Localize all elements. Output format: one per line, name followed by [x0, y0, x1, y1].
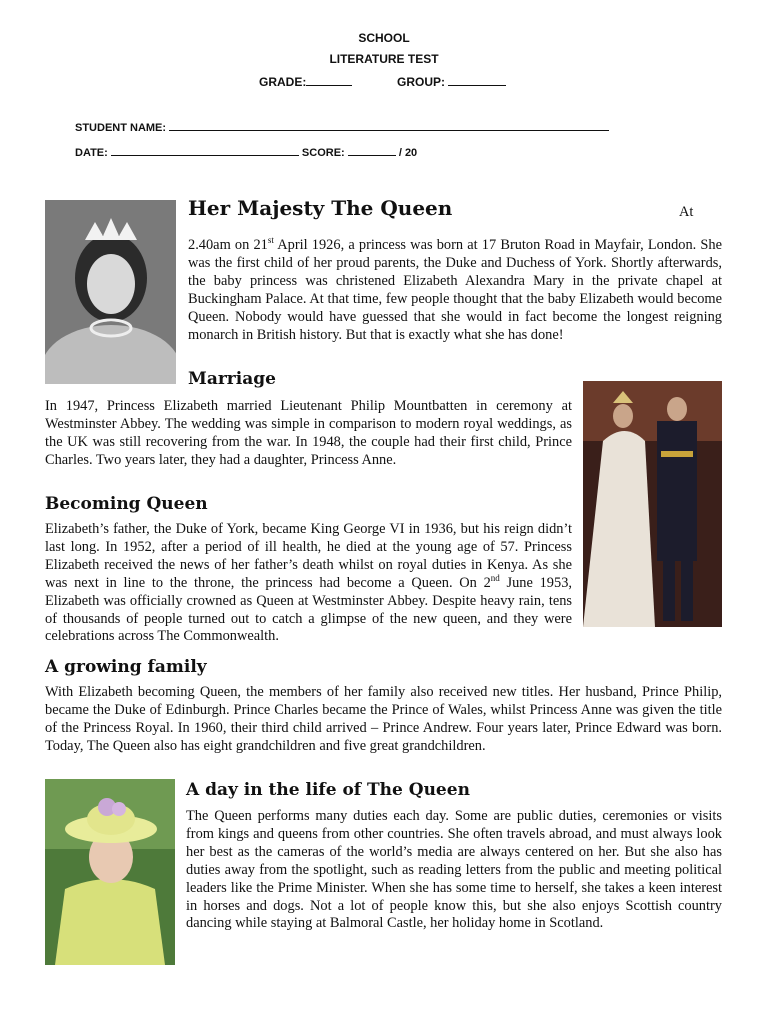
- day-in-life-heading: A day in the life of The Queen: [186, 780, 470, 800]
- queen-portrait-photo: [45, 200, 176, 384]
- group-label: GROUP:: [397, 75, 446, 89]
- student-name-label: STUDENT NAME:: [75, 122, 167, 134]
- score-total: / 20: [398, 147, 418, 159]
- growing-family-heading: A growing family: [45, 657, 207, 677]
- intro-paragraph: [188, 237, 722, 344]
- school-label: SCHOOL: [358, 31, 410, 45]
- coronation-photo: [583, 381, 722, 627]
- article-title: Her Majesty The Queen: [188, 196, 453, 220]
- intro-text-a: 2.40am on 21: [188, 237, 268, 253]
- date-score-line: [75, 145, 417, 159]
- intro-at: At: [679, 204, 694, 220]
- growing-family-paragraph: With Elizabeth becoming Queen, the members of her family also received new titles. Her husband, Prince Philip, became the Duke of Edinburgh. Prince Charles became the Prince of Wales, whilst Princess Anne was given the title of the Princess Royal. In 1960, their third child arrived – Prince Andrew. Four years later, Prince Edward was born. Today, The Queen also has eight grandchildren and five great grandchildren.: [45, 684, 722, 754]
- grade-label: GRADE:: [259, 75, 307, 89]
- day-in-life-paragraph: The Queen performs many duties each day. Some are public duties, ceremonies or visits from kings and queens from other countries. She often travels abroad, and must always look her best as the cameras of the world’s media are always centered on her. But she also has duties away from the spotlight, such as reading letters from the public and meeting political leaders like the Prime Minister. When she has some time to herself, she takes a keen interest in horses and dogs. Not a lot of people know this, but she also enjoys Scottish country dancing while staying at Balmoral Castle, her holiday home in Scotland.: [186, 808, 722, 932]
- becoming-text-b: June 1953, Elizabeth was officially crowned as Queen at Westminster Abbey. Despite heavy rain, tens of thousands of people turned out to catch a glimpse of the new queen, and they were celebrations across The Commonwealth.: [45, 574, 572, 645]
- grade-group-line: [259, 75, 506, 89]
- group-field[interactable]: [448, 75, 506, 86]
- grade-field[interactable]: [306, 75, 352, 86]
- marriage-paragraph: In 1947, Princess Elizabeth married Lieutenant Philip Mountbatten in ceremony at Westminster Abbey. The wedding was simple in comparison to modern royal weddings, as the UK was still recovering from the war. In 1948, the couple had their first child, Prince Charles. Two years later, they had a daughter, Princess Anne.: [45, 398, 572, 468]
- intro-sup: st: [267, 235, 274, 246]
- becoming-text-a: Elizabeth’s father, the Duke of York, became King George VI in 1936, but his reign didn’t last long. In 1952, after a period of ill health, he died at the young age of 57. Princess Elizabeth received the news of her father’s death whilst on royal duties in Kenya. As she was next in line to the throne, the princess had become a Queen. On 2: [45, 521, 572, 591]
- student-name-field[interactable]: [169, 120, 609, 131]
- score-label: SCORE:: [301, 147, 345, 159]
- date-label: DATE:: [75, 147, 108, 159]
- intro-text-b: April 1926, a princess was born at 17 Bruton Road in Mayfair, London. She was the first child of her proud parents, the Duke and Duchess of York. Shortly afterwards, the baby princess was christened Elizabeth Alexandra Mary in the private chapel at Buckingham Palace. At that time, few people thought that the baby Elizabeth would become Queen. Nobody would have guessed that she would in fact become the longest reigning monarch in British history. But that is exactly what she has done!: [188, 237, 722, 343]
- becoming-queen-paragraph-a: [45, 521, 572, 646]
- becoming-sup: nd: [490, 572, 500, 583]
- student-name-line: [75, 120, 609, 134]
- date-field[interactable]: [111, 145, 299, 156]
- queen-yellow-hat-photo: [45, 779, 175, 965]
- marriage-heading: Marriage: [188, 369, 276, 389]
- score-field[interactable]: [348, 145, 396, 156]
- becoming-queen-heading: Becoming Queen: [45, 494, 208, 514]
- test-title: LITERATURE TEST: [329, 52, 439, 66]
